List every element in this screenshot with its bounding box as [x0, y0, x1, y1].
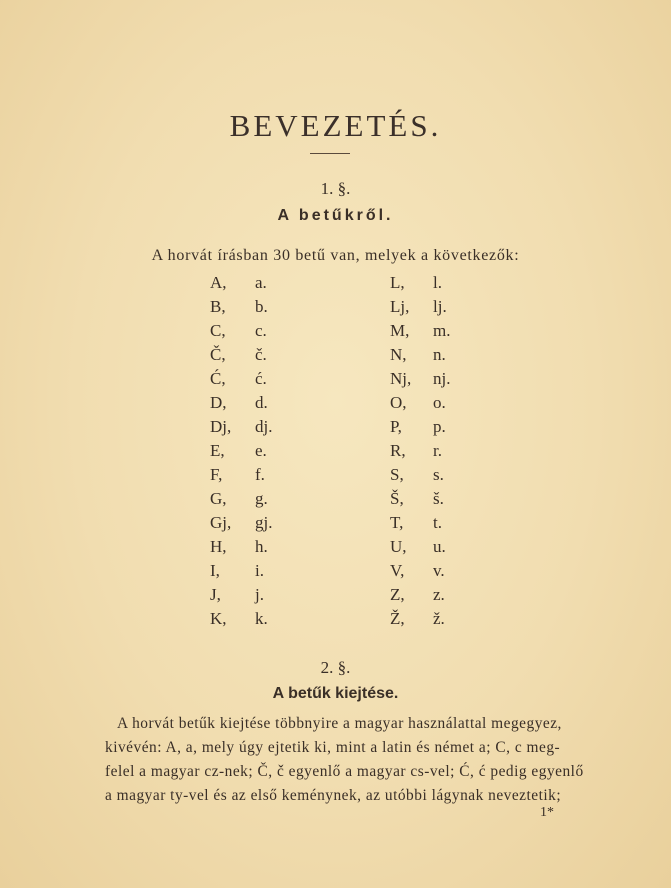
- alphabet-right-capital: P,: [390, 417, 402, 436]
- page-title: BEVEZETÉS.: [229, 108, 442, 143]
- alphabet-left-lowercase: dj.: [255, 417, 273, 436]
- alphabet-right-capital: V,: [390, 561, 405, 580]
- alphabet-left-capital: Č,: [210, 345, 226, 364]
- alphabet-right-lowercase: s.: [433, 465, 444, 484]
- alphabet-right-capital: L,: [390, 273, 405, 292]
- alphabet-right-lowercase: nj.: [433, 369, 451, 388]
- alphabet-right-capital: Ž,: [390, 609, 405, 628]
- alphabet-left-capital: I,: [210, 561, 220, 580]
- alphabet-right-lowercase: u.: [433, 537, 446, 556]
- alphabet-left-capital: B,: [210, 297, 226, 316]
- alphabet-right-lowercase: z.: [433, 585, 445, 604]
- alphabet-right-lowercase: ž.: [433, 609, 445, 628]
- page-number: 1*: [540, 805, 554, 820]
- alphabet-left-capital: D,: [210, 393, 227, 412]
- alphabet-left-lowercase: ć.: [255, 369, 267, 388]
- section-1-number: 1. §.: [320, 179, 351, 198]
- alphabet-left-lowercase: č.: [255, 345, 267, 364]
- alphabet-right-capital: O,: [390, 393, 407, 412]
- alphabet-right-capital: Nj,: [390, 369, 412, 388]
- alphabet-right-lowercase: lj.: [433, 297, 447, 316]
- alphabet-right-lowercase: v.: [433, 561, 445, 580]
- alphabet-right-capital: U,: [390, 537, 407, 556]
- alphabet-left-lowercase: k.: [255, 609, 268, 628]
- alphabet-left-lowercase: c.: [255, 321, 267, 340]
- alphabet-left-lowercase: d.: [255, 393, 268, 412]
- alphabet-left-lowercase: f.: [255, 465, 265, 484]
- alphabet-left-capital: F,: [210, 465, 223, 484]
- section-2-heading: A betűk kiejtése.: [272, 685, 399, 702]
- alphabet-right-lowercase: š.: [433, 489, 444, 508]
- alphabet-left-lowercase: b.: [255, 297, 268, 316]
- alphabet-left-lowercase: j.: [255, 585, 264, 604]
- alphabet-right-capital: Lj,: [390, 297, 410, 316]
- alphabet-right-capital: T,: [390, 513, 404, 532]
- paragraph-line: a magyar ty-vel és az első keménynek, az utóbbi lágynak neveztetik;: [105, 787, 562, 804]
- alphabet-left-capital: C,: [210, 321, 226, 340]
- alphabet-left-capital: Dj,: [210, 417, 232, 436]
- section-2-paragraph: [105, 712, 598, 808]
- alphabet-left-capital: Gj,: [210, 513, 232, 532]
- alphabet-right-capital: N,: [390, 345, 407, 364]
- paragraph-line: felel a magyar cz-nek; Č, č egyenlő a magyar cs-vel; Ć, ć pedig egyenlő: [105, 763, 584, 780]
- alphabet-left-capital: H,: [210, 537, 227, 556]
- alphabet-left-capital: J,: [210, 585, 221, 604]
- alphabet-right-lowercase: m.: [433, 321, 451, 340]
- alphabet-right-lowercase: p.: [433, 417, 446, 436]
- alphabet-left-lowercase: a.: [255, 273, 267, 292]
- alphabet-left-capital: A,: [210, 273, 227, 292]
- section-1-heading: A betűkről.: [277, 207, 394, 224]
- section-1-intro: A horvát írásban 30 betű van, melyek a következők:: [151, 247, 520, 264]
- alphabet-left-lowercase: g.: [255, 489, 268, 508]
- alphabet-left-lowercase: e.: [255, 441, 267, 460]
- alphabet-right-capital: S,: [390, 465, 404, 484]
- alphabet-left-capital: K,: [210, 609, 227, 628]
- alphabet-right-capital: Z,: [390, 585, 405, 604]
- title-divider: [310, 153, 350, 154]
- alphabet-right-lowercase: n.: [433, 345, 446, 364]
- paragraph-line: kivévén: A, a, mely úgy ejtetik ki, mint a latin és német a; C, c meg-: [105, 739, 561, 756]
- alphabet-right-capital: Š,: [390, 489, 404, 508]
- alphabet-right-capital: R,: [390, 441, 406, 460]
- alphabet-right-lowercase: r.: [433, 441, 442, 460]
- section-2-number: 2. §.: [320, 658, 351, 677]
- alphabet-left-capital: E,: [210, 441, 225, 460]
- alphabet-left-lowercase: h.: [255, 537, 268, 556]
- paragraph-line: A horvát betűk kiejtése többnyire a magyar használattal megegyez,: [117, 715, 562, 732]
- alphabet-right-capital: M,: [390, 321, 410, 340]
- alphabet-left-capital: G,: [210, 489, 227, 508]
- alphabet-left-lowercase: gj.: [255, 513, 273, 532]
- alphabet-left-capital: Ć,: [210, 369, 226, 388]
- alphabet-left-lowercase: i.: [255, 561, 264, 580]
- alphabet-right-lowercase: o.: [433, 393, 446, 412]
- alphabet-right-lowercase: t.: [433, 513, 442, 532]
- alphabet-right-lowercase: l.: [433, 273, 442, 292]
